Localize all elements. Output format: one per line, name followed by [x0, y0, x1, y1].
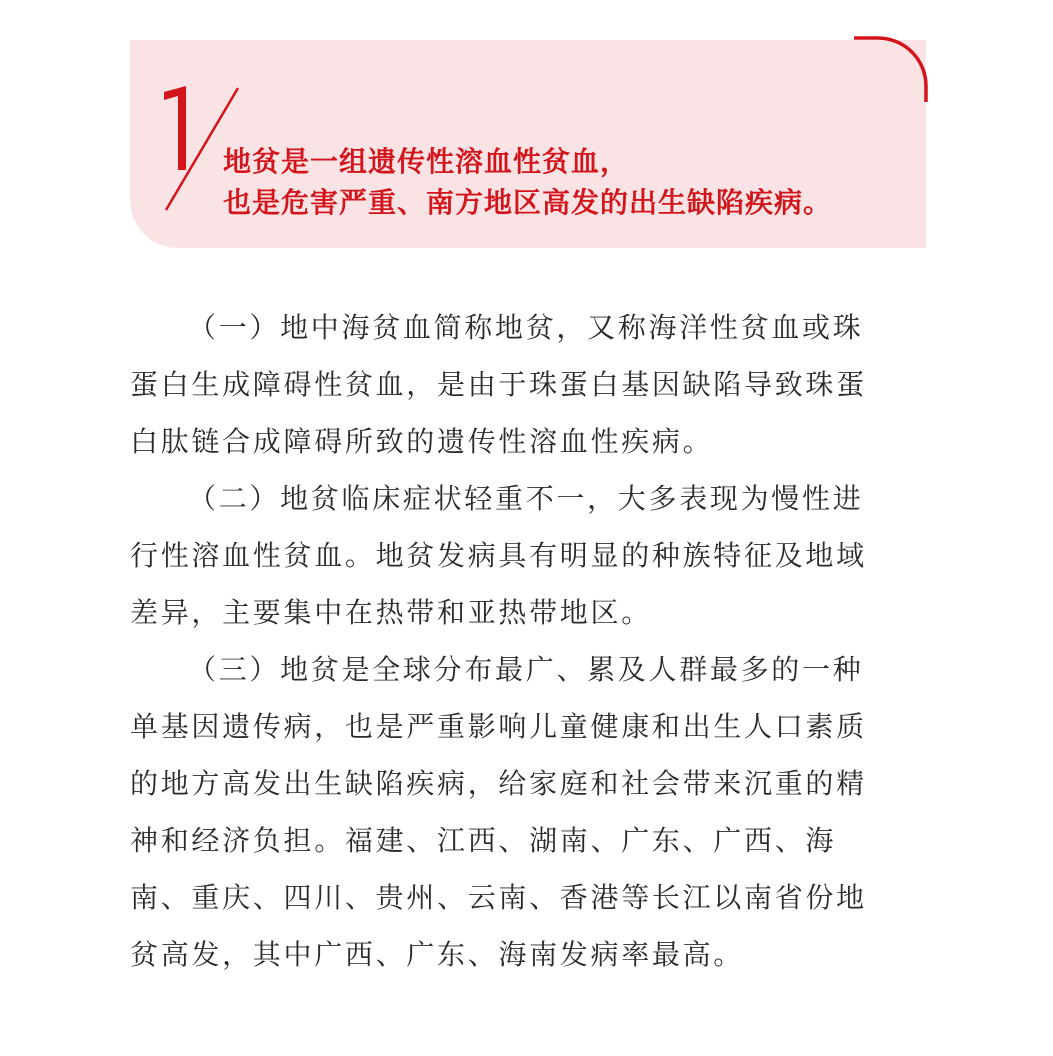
- header-title: [223, 141, 923, 223]
- paragraph-line: 蛋白生成障碍性贫血，是由于珠蛋白基因缺陷导致珠蛋: [130, 368, 867, 401]
- paragraph-line: （二）地贫临床症状轻重不一，大多表现为慢性进: [188, 482, 864, 515]
- paragraph-2: [130, 470, 900, 641]
- paragraph-line: 单基因遗传病，也是严重影响儿童健康和出生人口素质: [130, 710, 867, 743]
- paragraph-line: 差异，主要集中在热带和亚热带地区。: [130, 596, 652, 629]
- paragraph-line: 的地方高发出生缺陷疾病，给家庭和社会带来沉重的精: [130, 767, 867, 800]
- body-text: [130, 299, 900, 983]
- paragraph-line: 行性溶血性贫血。地贫发病具有明显的种族特征及地域: [130, 539, 867, 572]
- paragraph-line: （三）地贫是全球分布最广、累及人群最多的一种: [188, 653, 864, 686]
- header-title-line-1: 地贫是一组遗传性溶血性贫血，: [223, 145, 630, 178]
- paragraph-line: 贫高发，其中广西、广东、海南发病率最高。: [130, 938, 745, 971]
- paragraph-line: 神和经济负担。福建、江西、湖南、广东、广西、海: [130, 824, 837, 857]
- header-title-line-2: 也是危害严重、南方地区高发的出生缺陷疾病。: [223, 186, 833, 219]
- paragraph-1: [130, 299, 900, 470]
- paragraph-3: [130, 641, 900, 983]
- paragraph-line: （一）地中海贫血简称地贫，又称海洋性贫血或珠: [188, 311, 864, 344]
- paragraph-line: 白肽链合成障碍所致的遗传性溶血性疾病。: [130, 425, 714, 458]
- paragraph-line: 南、重庆、四川、贵州、云南、香港等长江以南省份地: [130, 881, 867, 914]
